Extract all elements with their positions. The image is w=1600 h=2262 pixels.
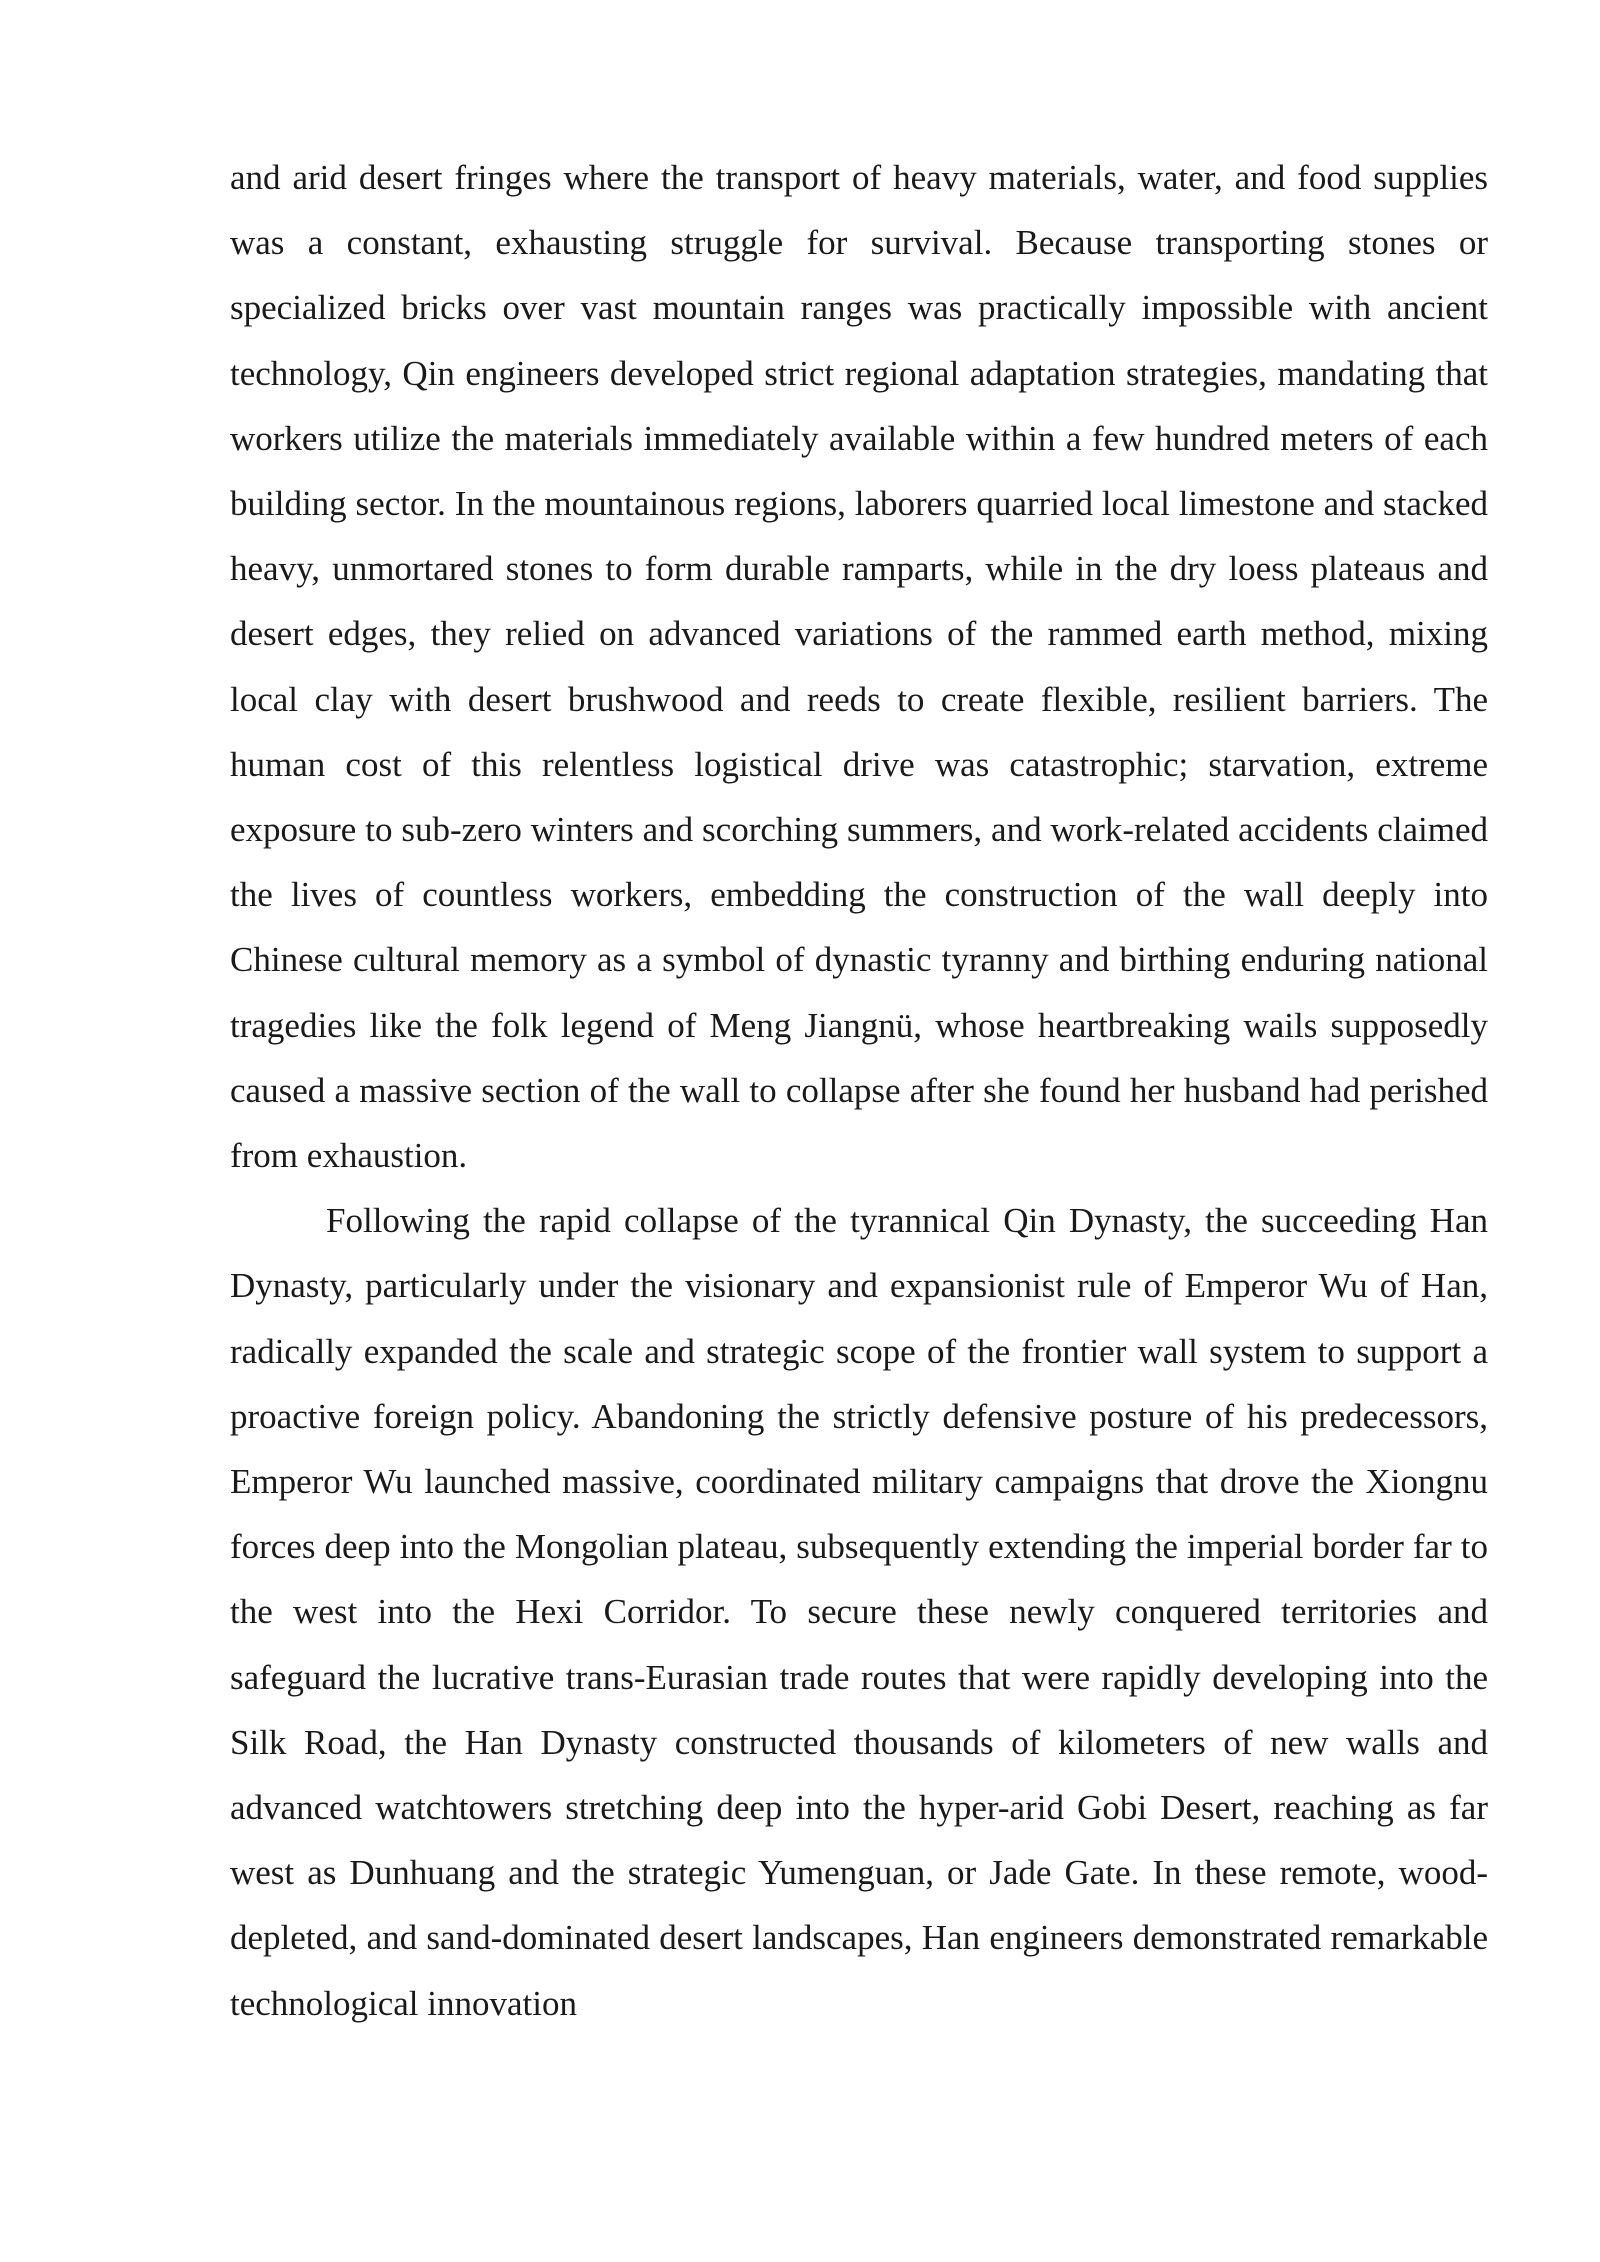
- paragraph-qin-construction: and arid desert fringes where the transport of heavy materials, water, and food supplies was a constant, exhausting struggle for survival. Because transporting stones or specialized bricks over vast mountain ranges was practically impossible with ancient technology, Qin engineers developed strict regional adaptation strategies, mandating that workers utilize the materials immediately available within a few hundred meters of each building sector. In the mountainous regions, laborers quarried local limestone and stacked heavy, unmortared stones to form durable ramparts, while in the dry loess plateaus and desert edges, they relied on advanced variations of the rammed earth method, mixing local clay with desert brushwood and reeds to create flexible, resilient barriers. The human cost of this relentless logistical drive was catastrophic; starvation, extreme exposure to sub-zero winters and scorching summers, and work-related accidents claimed the lives of countless workers, embedding the construction of the wall deeply into Chinese cultural memory as a symbol of dynastic tyranny and birthing enduring national tragedies like the folk legend of Meng Jiangnü, whose heartbreaking wails supposedly caused a massive section of the wall to collapse after she found her husband had perished from exhaustion.: [230, 158, 1488, 1176]
- paragraph-han-expansion: Following the rapid collapse of the tyrannical Qin Dynasty, the succeeding Han Dynasty, particularly under the visionary and expansionist rule of Emperor Wu of Han, radically expanded the scale and strategic scope of the frontier wall system to support a proactive foreign policy. Abandoning the strictly defensive posture of his predecessors, Emperor Wu launched massive, coordinated military campaigns that drove the Xiongnu forces deep into the Mongolian plateau, subsequently extending the imperial border far to the west into the Hexi Corridor. To secure these newly conquered territories and safeguard the lucrative trans-Eurasian trade routes that were rapidly developing into the Silk Road, the Han Dynasty constructed thousands of kilometers of new walls and advanced watchtowers stretching deep into the hyper-arid Gobi Desert, reaching as far west as Dunhuang and the strategic Yumenguan, or Jade Gate. In these remote, wood-depleted, and sand-dominated desert landscapes, Han engineers demonstrated remarkable technological innovation: [230, 1201, 1488, 2023]
- body-text: [230, 145, 1488, 2036]
